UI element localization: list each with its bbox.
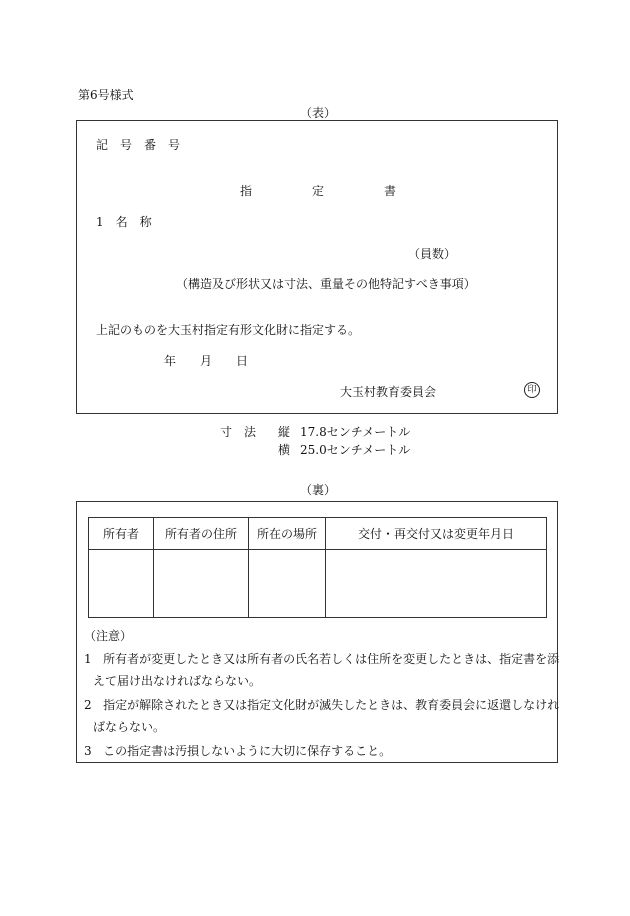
width-label: 横 [278, 443, 291, 457]
cell-location [249, 550, 326, 618]
certificate-front [76, 120, 558, 414]
height-value: 17.8センチメートル [300, 425, 411, 439]
notes-title: （注意） [84, 629, 133, 643]
note-3 [84, 742, 391, 759]
certificate-title: 指 定 書 [240, 184, 397, 198]
header-issue-date: 交付・再交付又は変更年月日 [326, 518, 547, 550]
cell-owner [89, 550, 154, 618]
date-label: 年 月 日 [164, 354, 249, 368]
note-text: 指定が解除されたとき又は指定文化財が滅失したときは、教育委員会に返還しなけれ [103, 698, 560, 712]
structure-note: （構造及び形状又は寸法、重量その他特記すべき事項） [176, 277, 476, 291]
note-text: この指定書は汚損しないように大切に保存すること。 [103, 744, 392, 758]
seal-mark: 印 [524, 382, 540, 398]
note-text: 所有者が変更したとき又は所有者の氏名若しくは住所を変更したときは、指定書を添 [103, 652, 560, 666]
header-owner: 所有者 [89, 518, 154, 550]
note-2-continued: ばならない。 [93, 720, 166, 734]
form-number: 第6号様式 [78, 88, 134, 102]
note-number: 1 [84, 652, 92, 666]
note-2 [84, 696, 559, 713]
issuer-name: 大玉村教育委員会 [340, 385, 437, 399]
cell-owner-address [154, 550, 249, 618]
header-location: 所在の場所 [249, 518, 326, 550]
dimensions-label: 寸 法 [220, 425, 257, 439]
cell-issue-date [326, 550, 547, 618]
designation-text: 上記のものを大玉村指定有形文化財に指定する。 [96, 323, 361, 337]
item-name-label: 1 名 称 [96, 215, 152, 229]
holder-table [88, 517, 547, 618]
front-label: （表） [300, 106, 337, 120]
height-label: 縦 [278, 425, 291, 439]
count-label: （員数） [408, 247, 457, 261]
note-number: 3 [84, 744, 92, 758]
kigou-bangou: 記 号 番 号 [96, 138, 181, 152]
width-value: 25.0センチメートル [300, 443, 411, 457]
back-label: （裏） [300, 483, 337, 497]
note-1 [84, 650, 559, 667]
note-number: 2 [84, 698, 92, 712]
header-owner-address: 所有者の住所 [154, 518, 249, 550]
note-1-continued: えて届け出なければならない。 [93, 674, 262, 688]
